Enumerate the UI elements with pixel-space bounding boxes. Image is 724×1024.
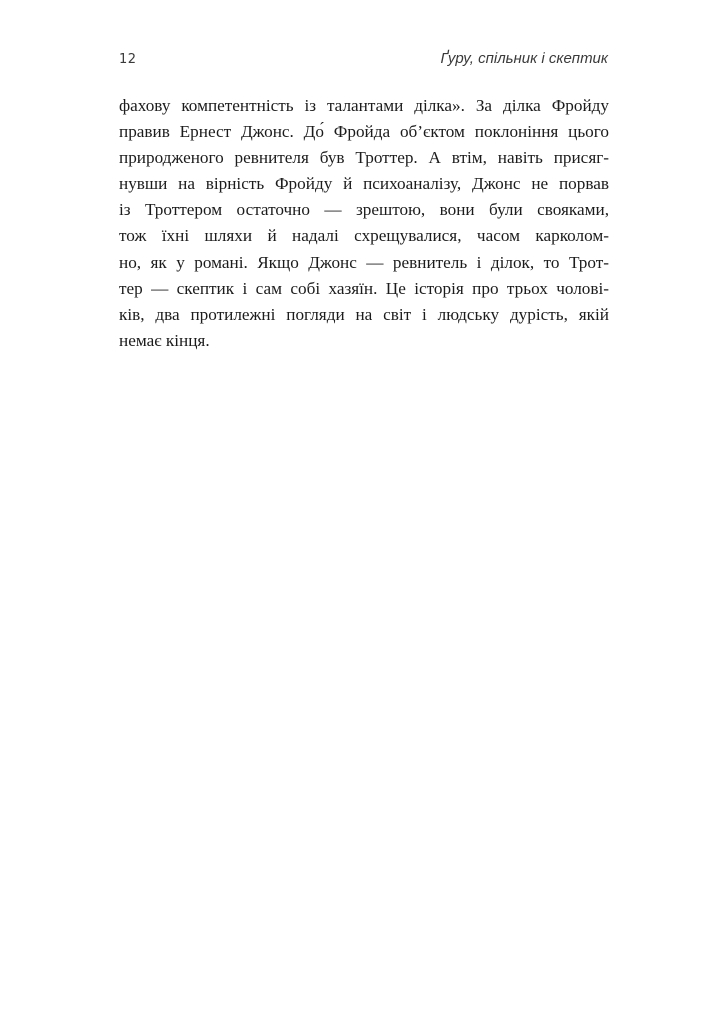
running-title: Ґуру, спільник і скептик [440,50,608,67]
running-header [119,50,608,72]
text-line: немає кінця. [119,330,210,350]
text-line: но, як у романі. Якщо Джонс — ревнитель і ділок, то Трот- [119,252,609,272]
page-number: 12 [119,52,137,67]
text-line: із Троттером остаточно — зрештою, вони були свояками, [119,200,609,220]
text-line: правив Ернест Джонс. До́ Фройда об’єктом поклоніння цього [119,122,609,142]
text-line: тер — скептик і сам собі хазяїн. Це історія про трьох чолові- [119,278,609,298]
text-line: ків, два протилежні погляди на світ і людську дурість, якій [119,304,609,324]
text-line: природженого ревнителя був Троттер. А втім, навіть присяг- [119,148,609,168]
body-paragraph [119,93,609,354]
text-line: фахову компетентність із талантами ділка». За ділка Фройду [119,96,609,115]
text-line: тож їхні шляхи й надалі схрещувалися, часом карколом- [119,226,609,246]
text-line: нувши на вірність Фройду й психоаналізу, Джонс не порвав [119,174,609,194]
